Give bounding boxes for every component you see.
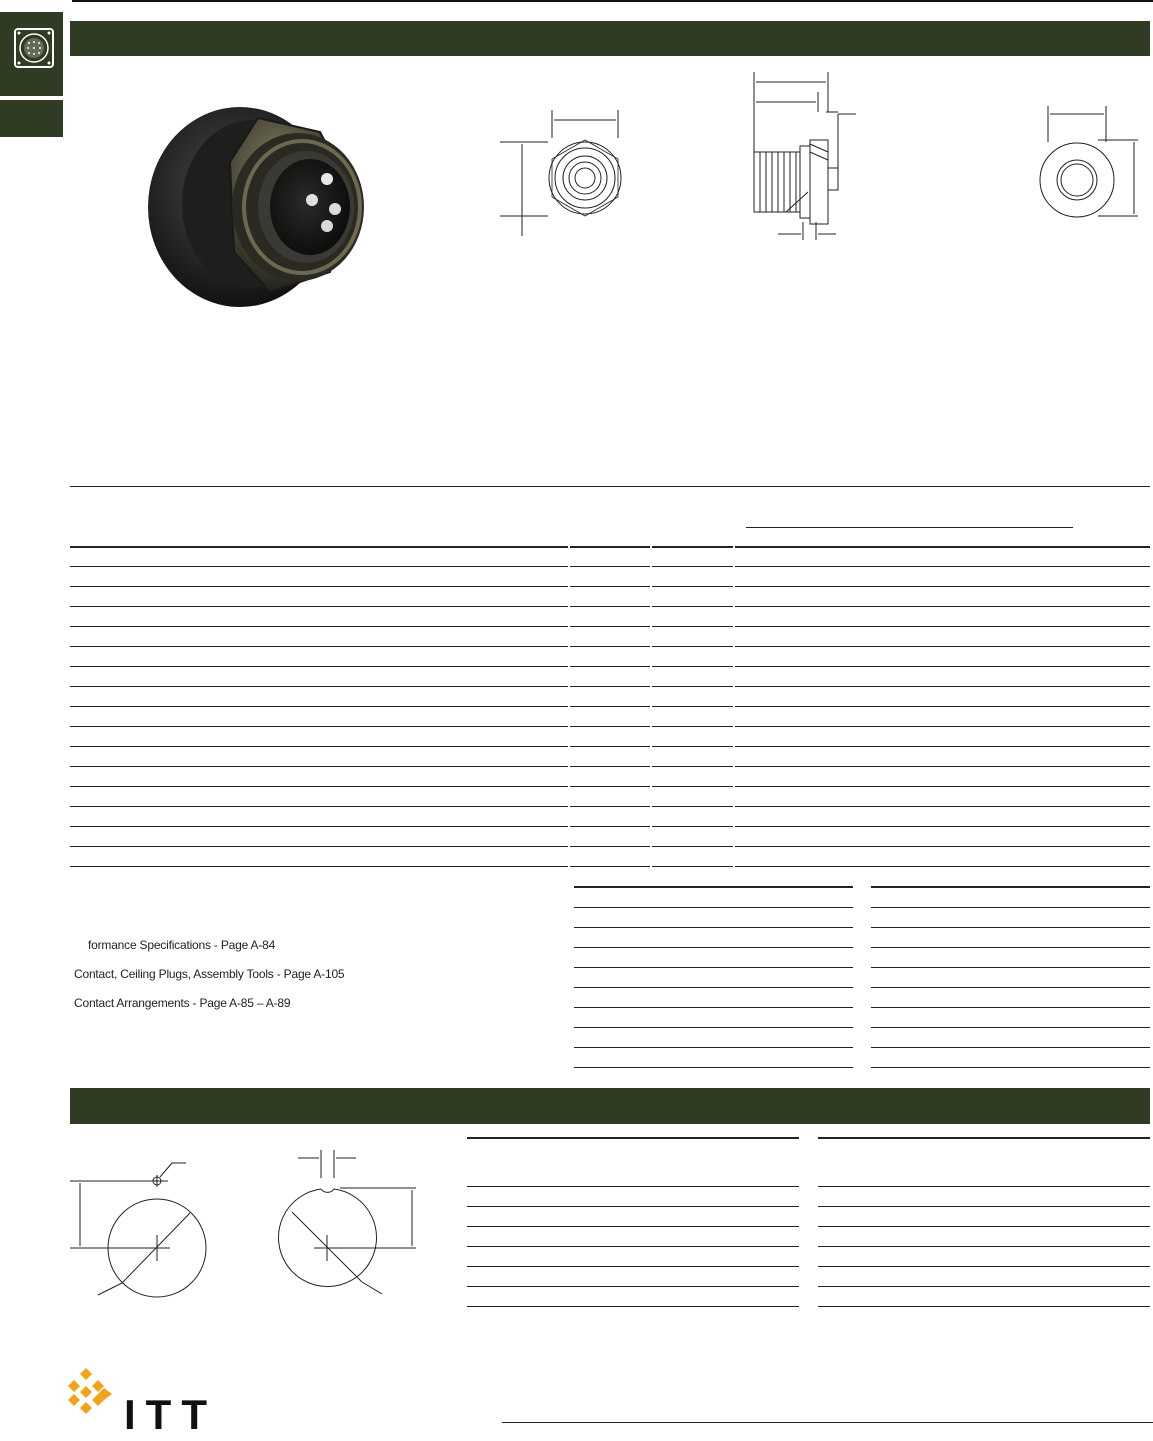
- side-tab-connector[interactable]: [0, 12, 63, 96]
- column-gap: [650, 546, 652, 868]
- table-row-rule: [574, 886, 853, 888]
- table-row-rule: [70, 826, 1150, 827]
- table-row-rule: [871, 886, 1150, 888]
- table-row-rule: [871, 987, 1150, 988]
- circular-connector-icon: [14, 28, 54, 68]
- table-row-rule: [818, 1306, 1150, 1307]
- side-view-drawing: [748, 72, 868, 242]
- table-row-rule: [871, 947, 1150, 948]
- table-row-rule: [818, 1226, 1150, 1227]
- table-row-rule: [467, 1246, 799, 1247]
- table-row-rule: [871, 907, 1150, 908]
- table-row-rule: [467, 1186, 799, 1187]
- table-row-rule: [574, 967, 853, 968]
- front-view-drawing: [498, 108, 658, 238]
- table-row-rule: [818, 1286, 1150, 1287]
- table-top-rule: [70, 486, 1150, 487]
- table-row-rule: [70, 646, 1150, 647]
- table-row-rule: [467, 1266, 799, 1267]
- table-row-rule: [467, 1137, 799, 1139]
- table-row-rule: [574, 927, 853, 928]
- table-row-rule: [70, 666, 1150, 667]
- panel-cutout-drawing-keyway: [270, 1150, 420, 1300]
- table-row-rule: [818, 1266, 1150, 1267]
- table-row-rule: [871, 1007, 1150, 1008]
- table-row-rule: [574, 907, 853, 908]
- table-row-rule: [467, 1306, 799, 1307]
- table-row-rule: [467, 1286, 799, 1287]
- panel-cutout-drawing-d-flat: [68, 1155, 218, 1305]
- table-row-rule: [871, 1047, 1150, 1048]
- column-gap: [733, 546, 735, 868]
- table-row-rule: [467, 1206, 799, 1207]
- section-band-panel-cutout: [70, 1088, 1150, 1124]
- table-row-rule: [70, 546, 1150, 548]
- table-row-rule: [574, 987, 853, 988]
- table-row-rule: [574, 1047, 853, 1048]
- table-row-rule: [574, 1027, 853, 1028]
- table-row-rule: [70, 786, 1150, 787]
- table-row-rule: [467, 1226, 799, 1227]
- table-row-rule: [818, 1206, 1150, 1207]
- table-row-rule: [70, 866, 1150, 867]
- connector-product-photo: [130, 82, 400, 322]
- table-row-rule: [871, 1027, 1150, 1028]
- table-row-rule: [574, 947, 853, 948]
- table-group-rule: [746, 527, 1073, 528]
- table-row-rule: [70, 766, 1150, 767]
- table-row-rule: [818, 1186, 1150, 1187]
- table-row-rule: [70, 846, 1150, 847]
- note-performance-specs[interactable]: formance Specifications - Page A-84: [88, 938, 276, 952]
- header-band: [70, 21, 1150, 56]
- top-rule: [72, 0, 1153, 2]
- rear-view-drawing: [1038, 104, 1148, 224]
- note-contacts-tools[interactable]: Contact, Ceiling Plugs, Assembly Tools - Page A-105: [74, 967, 345, 981]
- table-row-rule: [871, 1067, 1150, 1068]
- footer-rule: [502, 1422, 1153, 1423]
- table-row-rule: [70, 606, 1150, 607]
- table-row-rule: [70, 746, 1150, 747]
- side-tab-secondary[interactable]: [0, 100, 63, 137]
- table-row-rule: [818, 1246, 1150, 1247]
- table-row-rule: [70, 806, 1150, 807]
- table-row-rule: [871, 927, 1150, 928]
- table-row-rule: [574, 1067, 853, 1068]
- itt-wordmark: ITT: [124, 1391, 217, 1438]
- table-row-rule: [70, 726, 1150, 727]
- table-row-rule: [70, 566, 1150, 567]
- note-contact-arrangements[interactable]: Contact Arrangements - Page A-85 – A-89: [74, 996, 291, 1010]
- table-row-rule: [70, 686, 1150, 687]
- column-gap: [568, 546, 570, 868]
- table-row-rule: [818, 1137, 1150, 1139]
- table-row-rule: [871, 967, 1150, 968]
- table-row-rule: [574, 1007, 853, 1008]
- table-row-rule: [70, 586, 1150, 587]
- table-row-rule: [70, 706, 1150, 707]
- itt-logo-icon: [68, 1368, 114, 1418]
- table-row-rule: [70, 626, 1150, 627]
